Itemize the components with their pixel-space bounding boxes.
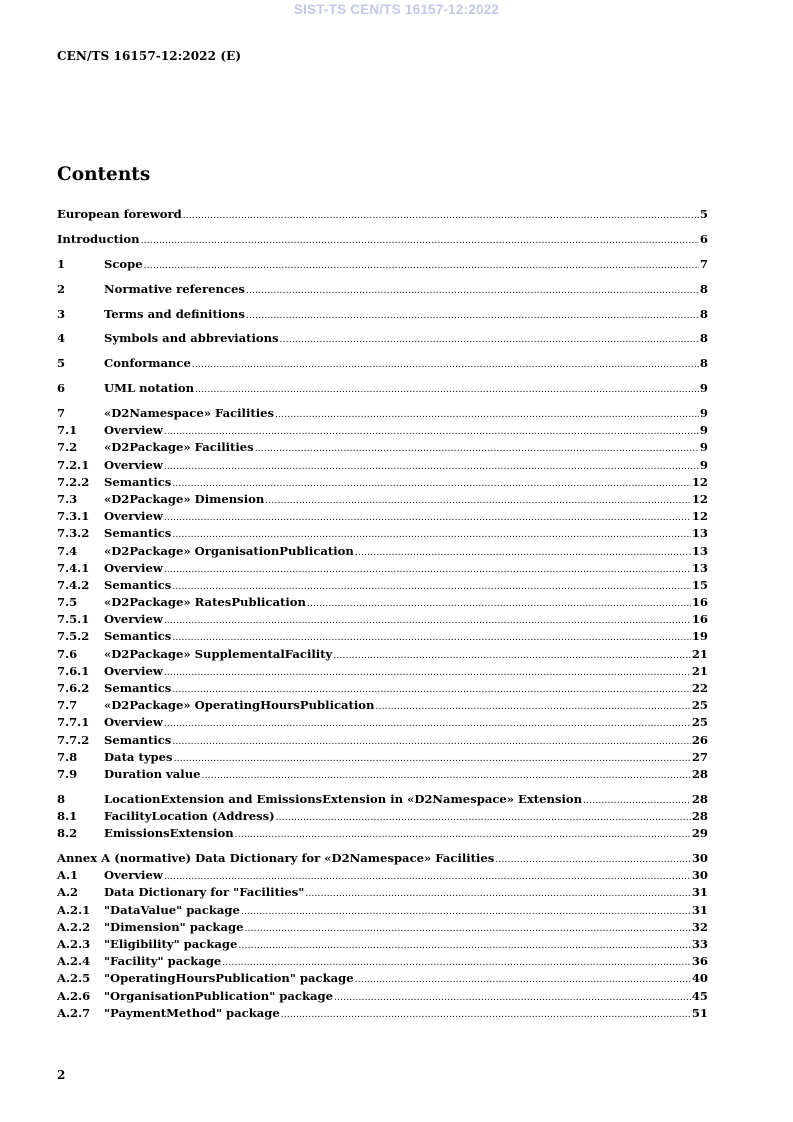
toc-entry-number: 4: [57, 331, 66, 346]
toc-entry-page: 13: [691, 526, 708, 541]
toc-entry[interactable]: [57, 808, 708, 825]
toc-entry-title: "Eligibility" package: [104, 937, 238, 951]
toc-entry-title: LocationExtension and EmissionsExtension in «D2Namespace» Extension: [104, 791, 583, 806]
toc-entry-title: European foreword: [57, 207, 182, 221]
toc-entry-title: "Facility" package: [104, 954, 222, 969]
toc-entry-title: "DataValue" package: [104, 902, 240, 917]
toc-dot-leader: [164, 716, 691, 733]
toc-entry[interactable]: [57, 355, 708, 372]
toc-entry-number: 7.7.1: [57, 715, 90, 730]
toc-dot-leader: [583, 793, 691, 810]
page-number: 2: [57, 1068, 66, 1082]
toc-entry[interactable]: [57, 697, 708, 714]
toc-entry-page: 31: [691, 902, 708, 917]
toc-entry[interactable]: [57, 663, 708, 680]
toc-entry-number: A.2: [57, 885, 79, 900]
toc-entry-title: Semantics: [104, 577, 172, 592]
toc-entry-number: 7.3: [57, 491, 78, 506]
toc-entry-page: 28: [691, 809, 708, 823]
toc-entry[interactable]: [57, 330, 708, 347]
toc-entry-number: 7.5.1: [57, 612, 90, 627]
toc-entry-page: 33: [691, 937, 708, 951]
toc-entry[interactable]: [57, 791, 708, 808]
toc-entry-title: "Dimension" package: [104, 919, 244, 934]
toc-entry[interactable]: [57, 508, 708, 525]
toc-entry-number: 8.1: [57, 809, 78, 823]
toc-entry-title: Semantics: [104, 681, 172, 695]
toc-entry-page: 36: [691, 954, 708, 969]
toc-entry-title: Normative references: [104, 281, 245, 296]
toc-entry[interactable]: [57, 970, 708, 987]
toc-entry-page: 25: [691, 715, 708, 730]
toc-entry-page: 25: [691, 698, 708, 713]
toc-entry-number: 7.2.1: [57, 457, 90, 472]
toc-entry-page: 45: [691, 988, 708, 1003]
toc-entry[interactable]: [57, 850, 708, 867]
toc-entry[interactable]: [57, 714, 708, 731]
toc-dot-leader: [164, 613, 691, 630]
toc-entry-title: Conformance: [104, 356, 191, 371]
toc-entry-title: «D2Package» RatesPublication: [104, 595, 306, 610]
toc-entry[interactable]: [57, 825, 708, 842]
toc-entry-title: "PaymentMethod" package: [104, 1005, 280, 1020]
toc-entry-page: 32: [691, 919, 708, 934]
toc-dot-leader: [183, 208, 699, 225]
toc-entry-title: Semantics: [104, 526, 172, 541]
toc-entry-title: Duration value: [104, 766, 201, 781]
toc-entry-number: 7.3.2: [57, 526, 90, 541]
toc-entry-title: Data Dictionary for "Facilities": [104, 885, 305, 900]
toc-entry-number: 7: [57, 406, 66, 420]
toc-entry[interactable]: [57, 231, 708, 248]
toc-entry-title: "OrganisationPublication" package: [104, 988, 333, 1003]
toc-entry-number: 6: [57, 381, 66, 396]
toc-entry-title: EmissionsExtension: [104, 826, 234, 841]
toc-dot-leader: [275, 407, 699, 424]
toc-entry-title: "OperatingHoursPublication" package: [104, 971, 354, 986]
toc-entry-page: 30: [691, 851, 708, 866]
toc-entry-title: «D2Package» Facilities: [104, 440, 254, 455]
toc-entry-page: 40: [691, 971, 708, 986]
toc-entry-page: 12: [691, 509, 708, 524]
toc-entry-page: 16: [691, 612, 708, 627]
toc-dot-leader: [375, 699, 690, 716]
toc-entry-page: 51: [691, 1005, 708, 1020]
toc-entry-title: Symbols and abbreviations: [104, 331, 279, 346]
toc-entry-title: Overview: [104, 457, 163, 472]
toc-dot-leader: [280, 332, 699, 349]
toc-entry-title: Annex A (normative) Data Dictionary for «D2Namespace» Facilities: [57, 851, 495, 866]
toc-entry-page: 9: [699, 406, 708, 420]
toc-entry-page: 5: [699, 207, 708, 221]
document-id-header: CEN/TS 16157-12:2022 (E): [57, 49, 242, 63]
toc-entry-page: 9: [699, 440, 708, 455]
toc-entry-number: 7.2: [57, 440, 78, 455]
toc-entry-page: 26: [691, 732, 708, 747]
toc-entry[interactable]: [57, 902, 708, 919]
toc-dot-leader: [164, 562, 691, 579]
toc-entry-title: Overview: [104, 509, 163, 524]
toc-entry[interactable]: [57, 646, 708, 663]
toc-entry-number: A.2.7: [57, 1005, 91, 1020]
toc-dot-leader: [141, 233, 699, 250]
toc-entry[interactable]: [57, 405, 708, 422]
toc-dot-leader: [355, 545, 691, 562]
toc-entry-title: Overview: [104, 612, 163, 627]
toc-entry-title: «D2Namespace» Facilities: [104, 406, 275, 420]
toc-entry-page: 21: [691, 646, 708, 661]
toc-entry-title: «D2Package» OrganisationPublication: [104, 543, 354, 558]
toc-dot-leader: [265, 493, 691, 510]
toc-entry[interactable]: [57, 560, 708, 577]
toc-entry[interactable]: [57, 380, 708, 397]
toc-entry-page: 9: [699, 457, 708, 472]
toc-entry-page: 22: [691, 681, 708, 695]
toc-dot-leader: [164, 665, 691, 682]
toc-entry-title: Semantics: [104, 474, 172, 489]
toc-entry-number: 7.4.2: [57, 577, 90, 592]
toc-entry-number: 7.4.1: [57, 560, 90, 575]
toc-entry-page: 21: [691, 663, 708, 678]
toc-entry-number: 7.7.2: [57, 732, 90, 747]
toc-dot-leader: [172, 734, 691, 751]
toc-entry-number: A.2.5: [57, 971, 91, 986]
toc-entry-number: 7.2.2: [57, 474, 90, 489]
contents-heading: Contents: [57, 164, 151, 185]
toc-dot-leader: [334, 990, 691, 1007]
toc-entry-number: A.2.6: [57, 988, 91, 1003]
toc-entry-number: 7.6: [57, 646, 78, 661]
toc-entry-page: 9: [699, 423, 708, 438]
toc-entry-number: 7.9: [57, 766, 78, 781]
toc-entry-title: FacilityLocation (Address): [104, 809, 275, 823]
toc-entry-number: A.2.4: [57, 954, 91, 969]
toc-entry[interactable]: [57, 867, 708, 884]
toc-entry[interactable]: [57, 594, 708, 611]
toc-entry-page: 12: [691, 474, 708, 489]
toc-entry[interactable]: [57, 749, 708, 766]
toc-entry-number: 1: [57, 256, 66, 271]
toc-dot-leader: [174, 751, 691, 768]
toc-entry-page: 7: [699, 256, 708, 271]
toc-entry-page: 13: [691, 543, 708, 558]
toc-entry[interactable]: [57, 953, 708, 970]
toc-entry[interactable]: [57, 577, 708, 594]
toc-dot-leader: [305, 886, 691, 903]
toc-entry-page: 15: [691, 577, 708, 592]
toc-entry-number: 8.2: [57, 826, 78, 841]
toc-dot-leader: [235, 827, 691, 844]
toc-dot-leader: [246, 308, 699, 325]
toc-dot-leader: [276, 810, 691, 827]
toc-entry[interactable]: [57, 884, 708, 901]
toc-dot-leader: [238, 938, 690, 955]
toc-entry-page: 12: [691, 491, 708, 506]
toc-entry-number: 7.8: [57, 749, 78, 764]
toc-entry-number: A.2.2: [57, 919, 91, 934]
toc-entry-number: 7.1: [57, 423, 78, 438]
toc-entry[interactable]: [57, 422, 708, 439]
toc-entry-number: 7.5: [57, 595, 78, 610]
toc-entry[interactable]: [57, 206, 708, 223]
toc-entry-number: 7.3.1: [57, 509, 90, 524]
toc-dot-leader: [164, 459, 699, 476]
toc-dot-leader: [255, 441, 699, 458]
toc-entry[interactable]: [57, 732, 708, 749]
toc-entry-title: Scope: [104, 256, 143, 271]
toc-dot-leader: [202, 768, 691, 785]
toc-entry[interactable]: [57, 525, 708, 542]
toc-entry-page: 8: [699, 306, 708, 321]
toc-entry-page: 8: [699, 356, 708, 371]
toc-entry-page: 13: [691, 560, 708, 575]
toc-entry-title: Semantics: [104, 732, 172, 747]
toc-entry-title: UML notation: [104, 381, 195, 396]
toc-entry[interactable]: [57, 256, 708, 273]
toc-entry-page: 8: [699, 331, 708, 346]
toc-entry-number: 7.4: [57, 543, 78, 558]
toc-entry-page: 31: [691, 885, 708, 900]
toc-entry-page: 8: [699, 281, 708, 296]
toc-entry[interactable]: [57, 491, 708, 508]
toc-entry-number: 7.5.2: [57, 629, 90, 644]
toc-entry-page: 9: [699, 381, 708, 396]
toc-entry[interactable]: [57, 281, 708, 298]
toc-entry-page: 28: [691, 791, 708, 806]
toc-dot-leader: [164, 510, 691, 527]
toc-dot-leader: [195, 382, 699, 399]
toc-entry-title: Introduction: [57, 231, 140, 246]
toc-entry-title: «D2Package» Dimension: [104, 491, 265, 506]
toc-dot-leader: [246, 283, 699, 300]
toc-entry[interactable]: [57, 919, 708, 936]
toc-entry[interactable]: [57, 680, 708, 697]
toc-entry-title: Overview: [104, 868, 163, 883]
toc-dot-leader: [333, 648, 691, 665]
toc-entry-page: 30: [691, 868, 708, 883]
toc-entry-number: 8: [57, 791, 66, 806]
toc-entry[interactable]: [57, 1005, 708, 1022]
toc-entry[interactable]: [57, 543, 708, 560]
toc-entry-title: Data types: [104, 749, 173, 764]
toc-entry-title: Overview: [104, 715, 163, 730]
toc-entry-number: 5: [57, 356, 66, 371]
toc-entry-title: Semantics: [104, 629, 172, 644]
toc-entry-title: «D2Package» SupplementalFacility: [104, 646, 333, 661]
toc-dot-leader: [192, 357, 699, 374]
toc-entry-number: 7.6.2: [57, 681, 90, 695]
toc-entry-title: «D2Package» OperatingHoursPublication: [104, 698, 375, 713]
toc-dot-leader: [244, 921, 690, 938]
toc-entry-page: 27: [691, 749, 708, 764]
toc-entry-number: 7.6.1: [57, 663, 90, 678]
toc-entry[interactable]: [57, 988, 708, 1005]
toc-entry[interactable]: [57, 474, 708, 491]
toc-entry-title: Overview: [104, 663, 163, 678]
toc-dot-leader: [307, 596, 691, 613]
toc-entry[interactable]: [57, 936, 708, 953]
watermark: SIST-TS CEN/TS 16157-12:2022: [293, 2, 500, 17]
toc-entry[interactable]: [57, 628, 708, 645]
toc-entry-title: Overview: [104, 560, 163, 575]
toc-entry-title: Terms and definitions: [104, 306, 245, 321]
toc-entry[interactable]: [57, 611, 708, 628]
toc-dot-leader: [495, 852, 691, 869]
toc-entry-number: A.2.3: [57, 937, 91, 951]
toc-entry-number: 7.7: [57, 698, 78, 713]
toc-entry-number: A.1: [57, 868, 79, 883]
toc-entry-number: 2: [57, 281, 66, 296]
toc-entry-number: 3: [57, 306, 66, 321]
toc-dot-leader: [355, 972, 691, 989]
toc-entry-number: A.2.1: [57, 902, 91, 917]
toc-entry[interactable]: [57, 457, 708, 474]
toc-entry-page: 28: [691, 766, 708, 781]
toc-entry-page: 29: [691, 826, 708, 841]
toc-dot-leader: [281, 1007, 691, 1024]
table-of-contents: [57, 206, 708, 1022]
toc-entry[interactable]: [57, 306, 708, 323]
toc-entry-title: Overview: [104, 423, 163, 438]
toc-entry[interactable]: [57, 766, 708, 783]
toc-entry-page: 6: [699, 231, 708, 246]
toc-entry[interactable]: [57, 439, 708, 456]
toc-dot-leader: [241, 904, 691, 921]
toc-dot-leader: [144, 258, 699, 275]
toc-entry-page: 16: [691, 595, 708, 610]
toc-entry-page: 19: [691, 629, 708, 644]
